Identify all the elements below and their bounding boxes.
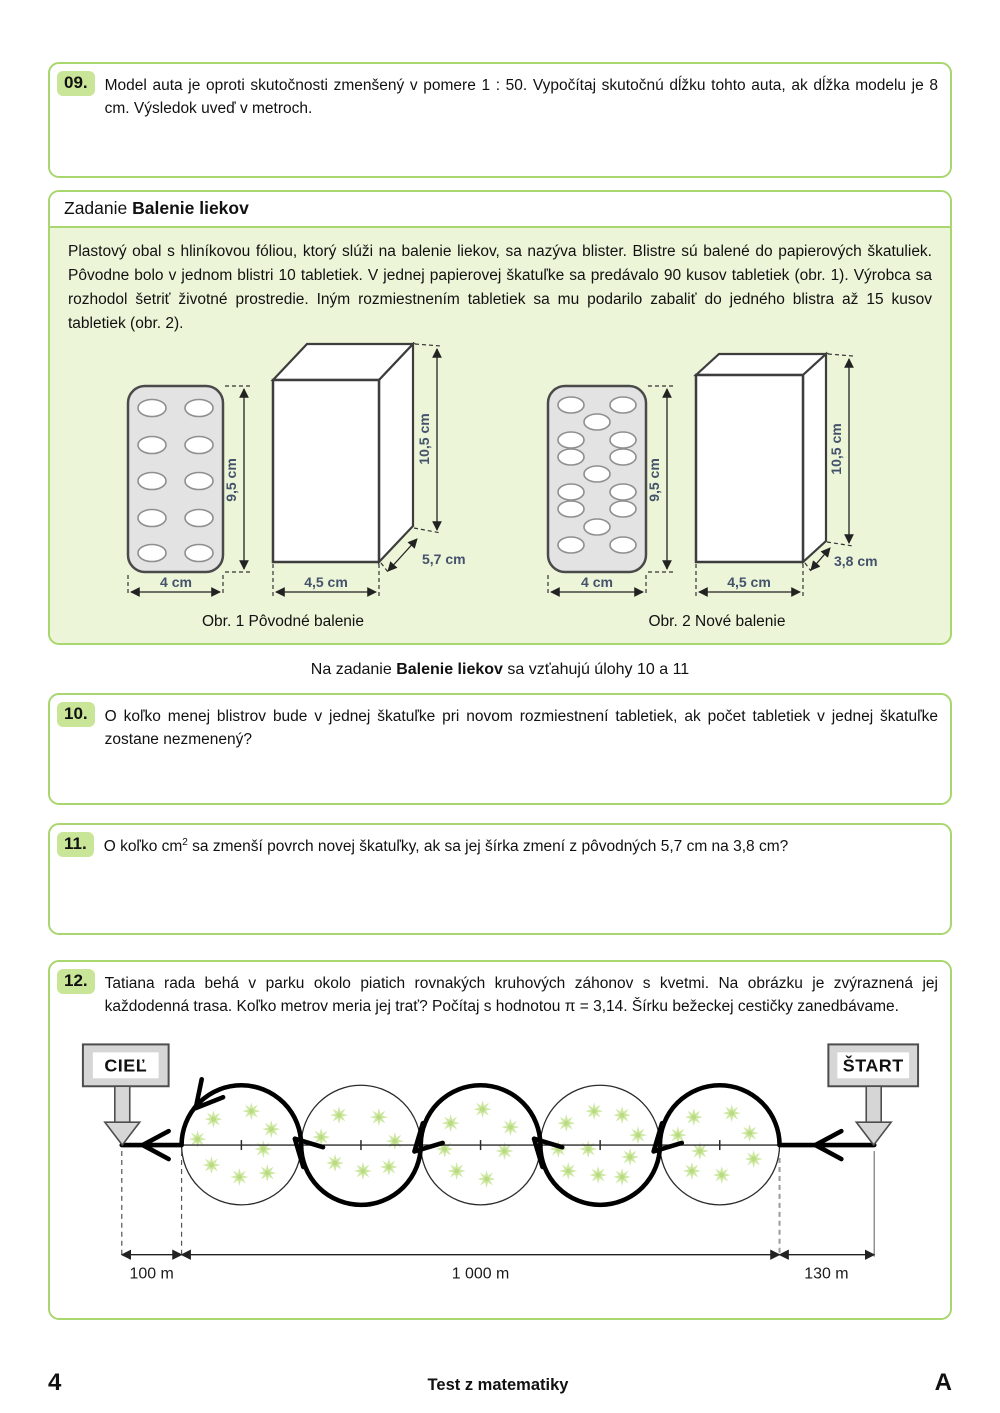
- dim-blister1-height: 9,5 cm: [223, 458, 239, 502]
- flower-center: [484, 1177, 489, 1182]
- dim-box1-width: 4,5 cm: [304, 574, 348, 591]
- note-line: [48, 661, 952, 679]
- flower-center: [269, 1127, 274, 1132]
- dim-box2-height: 10,5 cm: [828, 423, 844, 475]
- flower-center: [502, 1149, 507, 1154]
- flower-center: [619, 1113, 624, 1118]
- question-11-sup: 2: [182, 836, 188, 848]
- box-1: [273, 344, 466, 596]
- finish-arrow-shaft: [115, 1087, 130, 1125]
- blister-2: [548, 386, 673, 596]
- flower-center: [360, 1169, 365, 1174]
- question-12-box: [48, 960, 952, 1320]
- dim-blister2-width: 4 cm: [581, 574, 613, 591]
- flower-center: [376, 1115, 381, 1120]
- distance-left-label: 100 m: [129, 1265, 174, 1283]
- zadanie-body: [50, 228, 950, 643]
- question-10-box: [48, 693, 952, 805]
- flower-center: [386, 1165, 391, 1170]
- question-09-number: 09.: [57, 71, 95, 96]
- flower-center: [596, 1173, 601, 1178]
- dim-blister2-height: 9,5 cm: [646, 458, 662, 502]
- flower-center: [586, 1147, 591, 1152]
- dim-box2-width: 4,5 cm: [727, 574, 771, 591]
- question-11-post: sa zmenší povrch novej škatuľky, ak sa jej šírka zmení z pôvodných 5,7 cm na 3,8 cm?: [187, 838, 789, 856]
- flower-center: [249, 1109, 254, 1114]
- flower-center: [719, 1173, 724, 1178]
- flower-center: [592, 1109, 597, 1114]
- flower-center: [195, 1137, 200, 1142]
- flower-center: [442, 1147, 447, 1152]
- finish-arrow-head: [105, 1122, 140, 1145]
- flower-center: [751, 1157, 756, 1162]
- question-09-box: [48, 62, 952, 178]
- dim-box1-depth: 5,7 cm: [422, 551, 466, 568]
- zadanie-label: Zadanie: [64, 198, 133, 218]
- packaging-figure-svg: [66, 342, 934, 606]
- page-footer: [48, 1369, 952, 1397]
- finish-sign-label: CIEĽ: [104, 1055, 148, 1076]
- flower-center: [747, 1131, 752, 1136]
- question-09-text: Model auta je oproti skutočnosti zmenšený v pomere 1 : 50. Vypočítaj skutočnú dĺžku tohto auta, ak dĺžka modelu je 8 cm. Výsledok uveď v metroch.: [104, 77, 938, 118]
- start-arrow-shaft: [866, 1087, 881, 1125]
- flower-center: [691, 1115, 696, 1120]
- question-11-pre: O koľko cm: [103, 838, 183, 856]
- dim-blister1-width: 4 cm: [160, 574, 192, 591]
- start-arrow-head: [856, 1122, 891, 1145]
- flower-center: [237, 1175, 242, 1180]
- flower-center: [211, 1117, 216, 1122]
- footer-variant: A: [934, 1369, 952, 1396]
- zadanie-paragraph: Plastový obal s hliníkovou fóliou, ktorý slúži na balenie liekov, sa nazýva blister. Blistre sú balené do papierových škatuliek. Pôvodne bolo v jednom blistri 10 tabletiek. V jednej papierovej škatuľke sa predávalo 90 kusov tabletiek (obr. 1). Výrobca sa rozhodol šetriť životné prostredie. Iným rozmiestnením tabletiek sa mu podarilo zabaliť do jedného blistra až 15 kusov tabletiek (obr. 2).: [68, 243, 932, 333]
- flower-center: [336, 1113, 341, 1118]
- distance-middle-label: 1 000 m: [451, 1265, 510, 1283]
- question-11-number: 11.: [57, 832, 94, 857]
- flower-center: [635, 1133, 640, 1138]
- dim-box2-depth: 3,8 cm: [834, 553, 878, 570]
- flower-center: [448, 1121, 453, 1126]
- flower-center: [564, 1121, 569, 1126]
- question-10-number: 10.: [57, 702, 95, 727]
- flower-center: [480, 1107, 485, 1112]
- question-11-box: [48, 823, 952, 935]
- flower-center: [261, 1147, 266, 1152]
- zadanie-box: [48, 190, 952, 645]
- flower-center: [697, 1149, 702, 1154]
- flower-center: [392, 1139, 397, 1144]
- question-11-text: [104, 832, 789, 858]
- note-bold: Balenie liekov: [396, 661, 503, 679]
- packaging-figure: [66, 342, 934, 611]
- blister-1: [128, 386, 250, 596]
- footer-title: Test z matematiky: [427, 1376, 569, 1394]
- page-content: [48, 0, 952, 1320]
- flower-center: [675, 1133, 680, 1138]
- flower-center: [619, 1175, 624, 1180]
- distance-right-label: 130 m: [804, 1265, 849, 1283]
- note-prefix: Na zadanie: [310, 661, 397, 679]
- zadanie-title: Balenie liekov: [132, 198, 249, 218]
- box-2: [696, 354, 878, 596]
- flower-center: [319, 1135, 324, 1140]
- figure2-caption: Obr. 2 Nové balenie: [648, 613, 786, 631]
- flower-center: [627, 1155, 632, 1160]
- track-figure-svg: [57, 1038, 938, 1290]
- dim-box1-height: 10,5 cm: [416, 413, 432, 465]
- question-12-text: Tatiana rada behá v parku okolo piatich rovnakých kruhových záhonov s kvetmi. Na obrázku je zvýraznená jej každodenná trasa. Koľko metrov meria jej trať? Počítaj s hodnotou π = 3,14. Šírku bežeckej cestičky zanedbávame.: [104, 975, 938, 1016]
- flower-center: [454, 1169, 459, 1174]
- flower-center: [508, 1125, 513, 1130]
- footer-page-number: 4: [48, 1369, 62, 1396]
- note-suffix: sa vzťahujú úlohy 10 a 11: [502, 661, 690, 679]
- flower-center: [265, 1171, 270, 1176]
- figure-captions: [66, 613, 934, 631]
- flower-center: [332, 1161, 337, 1166]
- figure1-caption: Obr. 1 Pôvodné balenie: [201, 613, 364, 631]
- flower-center: [729, 1111, 734, 1116]
- zadanie-header: [50, 192, 950, 228]
- flower-center: [209, 1163, 214, 1168]
- start-sign-label: ŠTART: [842, 1055, 904, 1076]
- flower-center: [566, 1169, 571, 1174]
- finish-sign: [83, 1045, 169, 1146]
- flower-center: [689, 1169, 694, 1174]
- question-12-number: 12.: [57, 969, 95, 994]
- question-10-text: O koľko menej blistrov bude v jednej škatuľke pri novom rozmiestnení tabletiek, ak počet tabletiek v jednej škatuľke zostane nezmenený?: [104, 708, 938, 749]
